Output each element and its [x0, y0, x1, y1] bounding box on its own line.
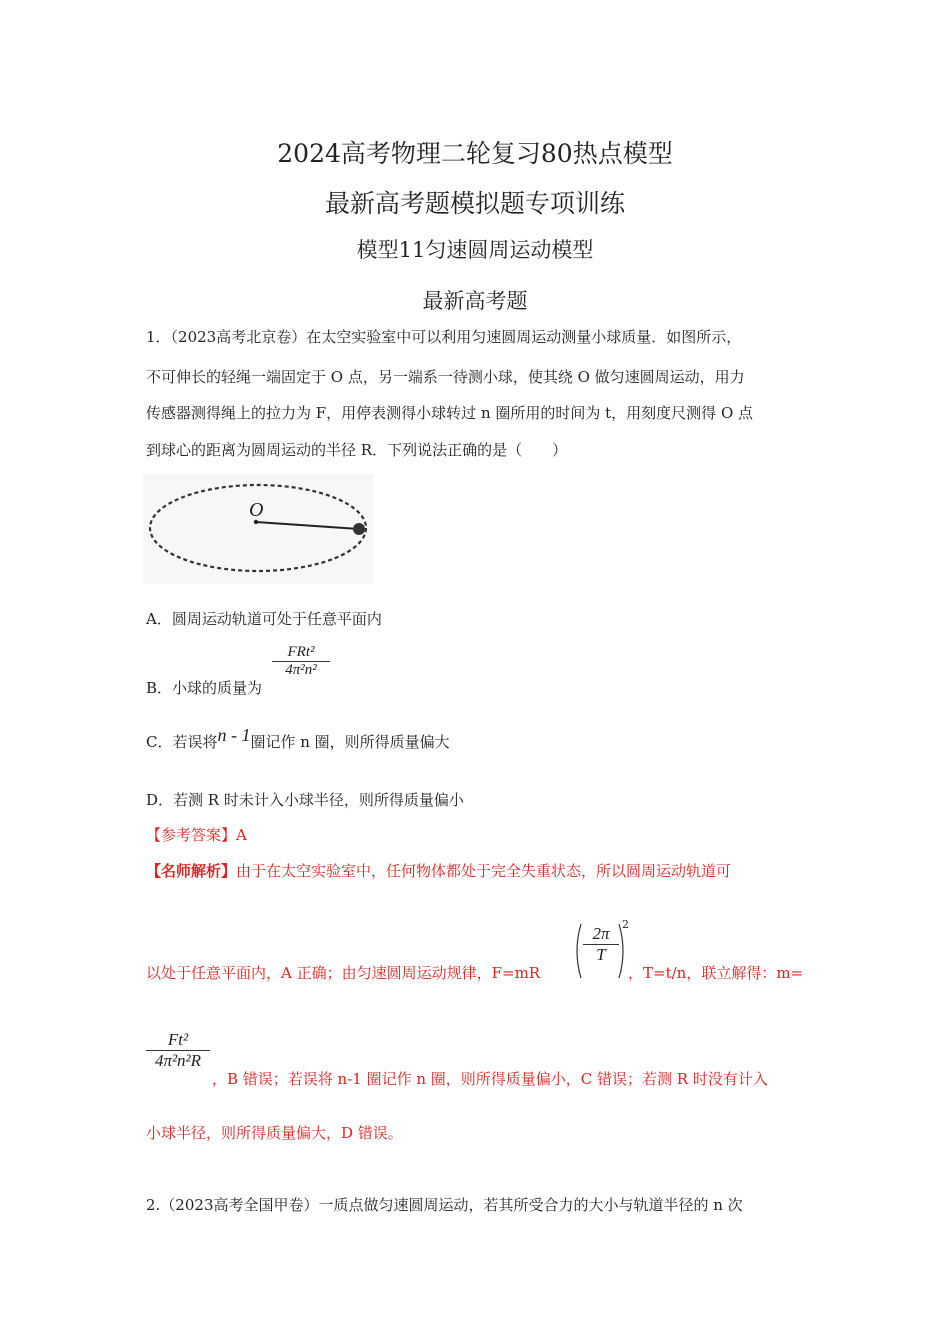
model-title: 模型11匀速圆周运动模型: [356, 238, 594, 262]
fraction-denominator: 4π²n²R: [154, 1051, 202, 1070]
figure-background: [143, 474, 373, 584]
left-paren: [577, 924, 581, 978]
fraction-numerator: 2π: [592, 924, 610, 943]
document-title: 2024高考物理二轮复习80热点模型: [277, 139, 673, 168]
fraction-numerator: Ft²: [167, 1030, 189, 1049]
q1-analysis-line3: ，B 错误；若误将 n-1 圈记作 n 圈，则所得质量偏小，C 错误；若测 R 时没有计入: [212, 1070, 768, 1088]
q1-option-b-fraction: [272, 644, 330, 679]
q1-option-c: [146, 725, 450, 752]
q1-stem-line2: 不可伸长的轻绳一端固定于 O 点，另一端系一待测小球，使其绕 O 做匀速圆周运动，用力: [146, 368, 745, 386]
q1-analysis-paren-fraction: [575, 920, 627, 982]
q1-stem-line4: 到球心的距离为圆周运动的半径 R．下列说法正确的是（ ）: [146, 441, 568, 459]
q1-analysis-result-fraction: [146, 1030, 210, 1071]
analysis-label: 【名师解析】: [146, 862, 237, 880]
right-paren: [619, 924, 623, 978]
fraction-numerator: FRt²: [287, 644, 315, 660]
section-heading: 最新高考题: [422, 289, 528, 313]
q1-stem-line1: 1．（2023高考北京卷）在太空实验室中可以利用匀速圆周运动测量小球质量．如图所示，: [146, 328, 742, 346]
q1-stem-line3: 传感器测得绳上的拉力为 F，用停表测得小球转过 n 圈所用的时间为 t，用刻度尺测得 O 点: [146, 404, 754, 422]
q1-option-b: B．小球的质量为: [146, 679, 263, 697]
q1-option-a: A．圆周运动轨道可处于任意平面内: [146, 610, 382, 628]
option-c-suffix: 圈记作 n 圈，则所得质量偏大: [250, 733, 450, 751]
q1-analysis-line1: [146, 860, 731, 881]
option-c-prefix: C．若误将: [146, 733, 218, 751]
q1-figure: [143, 474, 373, 584]
document-subtitle: 最新高考题模拟题专项训练: [324, 189, 625, 218]
option-c-expression: n - 1: [217, 725, 251, 745]
q1-answer: 【参考答案】A: [146, 826, 247, 844]
circular-orbit-diagram: [143, 474, 373, 584]
q2-stem-line1: 2.（2023高考全国甲卷）一质点做匀速圆周运动，若其所受合力的大小与轨道半径的 n 次: [146, 1196, 743, 1214]
q1-analysis-line2-pre: 以处于任意平面内，A 正确；由匀速圆周运动规律，F=mR: [146, 964, 541, 982]
fraction-denominator: 4π²n²: [285, 662, 317, 678]
q1-analysis-line2-post: ，T=t/n，联立解得：m=: [628, 964, 804, 982]
q1-analysis-exponent: 2: [622, 918, 629, 931]
ball: [353, 523, 365, 535]
q1-analysis-line4: 小球半径，则所得质量偏大，D 错误。: [146, 1124, 403, 1142]
center-label: O: [249, 499, 264, 521]
fraction-denominator: T: [596, 945, 606, 964]
q1-option-d: D．若测 R 时未计入小球半径，则所得质量偏小: [146, 791, 464, 809]
analysis-inner-fraction: [583, 924, 619, 965]
analysis-text: 由于在太空实验室中，任何物体都处于完全失重状态，所以圆周运动轨道可: [236, 862, 732, 880]
